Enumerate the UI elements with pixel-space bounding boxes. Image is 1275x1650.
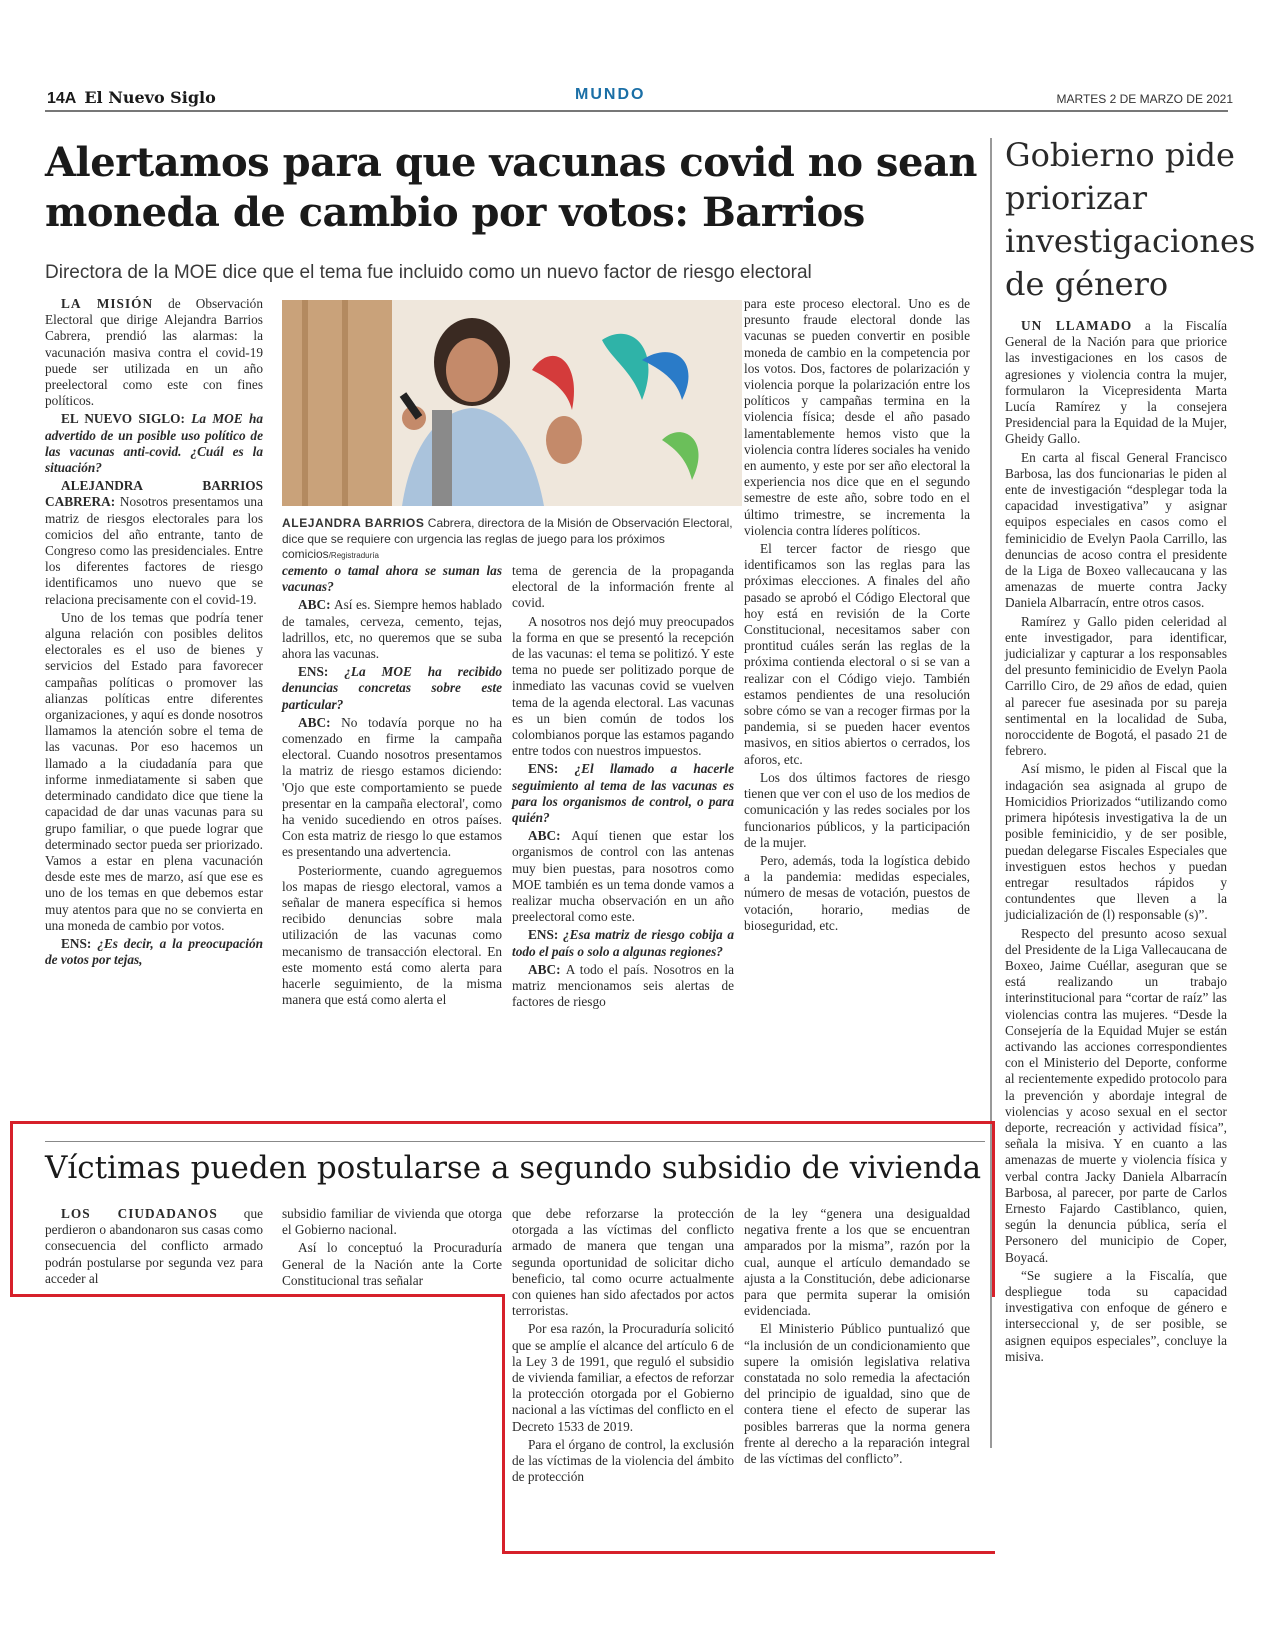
highlight-box-edge — [502, 1294, 505, 1554]
highlight-box-edge — [502, 1551, 995, 1554]
paragraph: tema de gerencia de la propaganda electoral de la información frente al covid. — [512, 563, 734, 611]
photo-caption: ALEJANDRA BARRIOS Cabrera, directora de la Misión de Observación Electoral, dice que se requiere con urgencia las reglas de juego para los próximos comicios/Registraduría — [282, 516, 733, 561]
lead-paragraph: UN LLAMADO a la Fiscalía General de la Nación para que priorice las investigaciones en los casos de agresiones y violencia contra la mujer, formularon la Vicepresidenta Marta Lucía Ramírez y la consejera Presidencial para la Equidad de la Mujer, Gheidy Gallo. — [1005, 318, 1227, 447]
lead-paragraph: LA MISIÓN de Observación Electoral que dirige Alejandra Barrios Cabrera, prendió las alarmas: la vacunación masiva contra el covid-19 puede ser utilizada en un año preelectoral como este con fines políticos. — [45, 296, 263, 409]
paragraph: El Ministerio Público puntualizó que “la inclusión de un condicionamiento que supere la omisión legislativa relativa constatada no solo remedia la afectación del principio de igualdad, sino que de contera tiene el efecto de superar las posibles barreras que la norma genera frente al derecho a la reparación integral de las víctimas del conflicto”. — [744, 1321, 970, 1467]
newspaper-name: El Nuevo Siglo — [84, 88, 216, 107]
paragraph: A nosotros nos dejó muy preocupados la forma en que se presentó la recepción de las vacunas: el tema se politizó. Y este tema no puede ser politizado porque de inmediato las vacunas covid se vuelven tema de la agenda electoral. Las vacunas es un bien común de todos los colombianos porque las estamos pagando entre todos con nuestros impuestos. — [512, 613, 734, 759]
page-number: 14A — [47, 90, 77, 107]
answer: ABC: A todo el país. Nosotros en la matriz mencionamos seis alertas de factores de riesgo — [512, 961, 734, 1010]
main-headline: Alertamos para que vacunas covid no sean moneda de cambio por votos: Barrios — [45, 139, 977, 236]
lead-paragraph: LOS CIUDADANOS que perdieron o abandonaron sus casas como consecuencia del conflicto armado podrán postularse por segunda vez para acceder al — [45, 1206, 263, 1286]
answer: ABC: No todavía porque no ha comenzado en firme la campaña electoral. Cuando nosotros presentamos la matriz de riesgo estamos diciendo: 'Ojo que este comportamiento se puede presentar en la campaña electoral', como ha venido sucediendo en otros países. Con esta matriz de riesgo lo que estamos es presentando una advertencia. — [282, 714, 502, 860]
paragraph: Los dos últimos factores de riesgo tienen que ver con el uso de los medios de comunicación y las redes sociales por los funcionarios públicos, y la participación de la mujer. — [744, 769, 970, 850]
article-photo — [282, 300, 742, 506]
bottom-column-2 — [282, 1206, 502, 1291]
main-column-4 — [744, 296, 970, 936]
main-column-1 — [45, 296, 263, 970]
paragraph: subsidio familiar de vivienda que otorga el Gobierno nacional. — [282, 1206, 502, 1238]
answer: ABC: Aquí tienen que estar los organismos de control con las antenas muy bien puestas, para nosotros como MOE también es un tema donde vamos a realizar mucha observación en un año preelectoral como este. — [512, 828, 734, 925]
paragraph: que debe reforzarse la protección otorgada a las víctimas del conflicto armado de manera que tengan una segunda oportunidad de solicitar dicho beneficio, tal como ocurre actualmente con quienes han sido afectados por actos terroristas. — [512, 1206, 734, 1319]
photo-credit: /Registraduría — [328, 551, 379, 560]
paragraph: Posteriormente, cuando agreguemos los mapas de riesgo electoral, vamos a señalar de manera específica si hemos recibido denuncias sobre mala utilización de las vacunas como mecanismo de transacción electoral. En este momento está como alerta para hacerle seguimiento, de la misma manera que está como alerta el — [282, 862, 502, 1008]
paragraph: Para el órgano de control, la exclusión de las víctimas de la violencia del ámbito de protección — [512, 1436, 734, 1485]
main-column-3 — [512, 563, 734, 1012]
top-rule — [45, 110, 1228, 112]
section-rule — [45, 1141, 985, 1142]
bottom-headline: Víctimas pueden postularse a segundo subsidio de vivienda — [45, 1150, 982, 1186]
question-continued: cemento o tamal ahora se suman las vacunas? — [282, 563, 502, 595]
paragraph: El tercer factor de riesgo que identificamos son las reglas para las próximas elecciones. A finales del año pasado se aprobó el Código Electoral que hoy está en revisión de la Corte Constitucional, necesitamos saber con prontitud cuáles serán las reglas de la próxima contienda electoral o si se van a realizar con el Código viejo. También estamos pendientes de una resolución sobre cómo se van a recoger firmas por la pandemia, si se pueden hacer eventos masivos, en sitios abiertos o cerrados, los aforos, etc. — [744, 541, 970, 767]
question: ENS: ¿La MOE ha recibido denuncias concretas sobre este particular? — [282, 664, 502, 712]
section-label: MUNDO — [575, 86, 646, 103]
paragraph: Así mismo, le piden al Fiscal que la indagación sea asignada al grupo de Homicidios Priorizados “utilizando como primera hipótesis investigativa la de un posible feminicidio, y de ser posible, puedan delegarse Fiscales Especiales que investiguen estos hechos y puedan entregar resultados rápidos y contundentes que lleven a la judicialización de (l) responsable (s)”. — [1005, 761, 1227, 923]
bottom-column-4 — [744, 1206, 970, 1469]
question: ENS: ¿Es decir, a la preocupación de votos por tejas, — [45, 935, 264, 968]
question: EL NUEVO SIGLO: La MOE ha advertido de un posible uso político de las vacunas anti-covid. ¿Cuál es la situación? — [45, 411, 263, 476]
paragraph: Por esa razón, la Procuraduría solicitó que se amplíe el alcance del artículo 6 de la Ley 3 de 1991, que reguló el subsidio de vivienda familiar, a efectos de reforzar la protección otorgada por el Gobierno nacional a las víctimas del conflicto en el Decreto 1533 de 2019. — [512, 1321, 734, 1434]
paragraph: para este proceso electoral. Uno es de presunto fraude electoral donde las vacunas se pueden convertir en posible moneda de cambio en la competencia por los votos. Dos, factores de polarización y violencia porque la polarización entre los políticos y campañas termina en la violencia física; desde el año pasado lamentablemente hemos visto que la violencia contra líderes sociales ha venido en aumento, y este por ser año electoral la experiencia nos dice que en el segundo semestre de este año, sobre todo en el último trimestre, se incrementa la violencia contra líderes políticos. — [744, 296, 970, 538]
answer: ALEJANDRA BARRIOS CABRERA: Nosotros presentamos una matriz de riesgos electorales para los comicios del año entrante, tanto de Congreso como las presidenciales. Entre los diferentes factores de riesgo identificamos uno nuevo que se relaciona precisamente con el covid-19. — [45, 478, 263, 607]
paragraph: de la ley “genera una desigualdad negativa frente a los que se encuentran amparados por la misma”, razón por la cual, aunque el artículo demandado se ajusta a la Constitución, debe adicionarse para que permita superar la omisión evidenciada. — [744, 1206, 970, 1319]
paragraph: En carta al fiscal General Francisco Barbosa, las dos funcionarias le piden al ente de investigación “desplegar toda la capacidad investigativa” y asignar equipos especiales en casos como el feminicidio de Evelyn Paola Carrillo, las denuncias de acoso contra el presidente de la Liga de Boxeo vallecaucana y las amenazas de muerte contra Jacky Daniela Albarracín, entre otros casos. — [1005, 449, 1227, 611]
paragraph: Uno de los temas que podría tener alguna relación con posibles delitos electorales es el uso de bienes y servicios del Estado para favorecer campañas políticas o promover las alianzas políticas entre diferentes organizaciones, y aquí es donde nosotros llamamos la atención sobre el tema de las vacunas. Por eso hacemos un llamado a la ciudadanía para que informe inmediatamente si saben que determinado candidato dice que tiene la capacidad de dar unas vacunas para su grupo familiar, o que puede lograr que determinado sector pueda ser priorizado. Vamos a estar en plena vacunación desde este mes de marzo, así que ese es uno de los temas en que debemos estar muy atentos para que no se convierta en una moneda de cambio por votos. — [45, 609, 263, 933]
side-column — [1005, 318, 1227, 1367]
paragraph: Así lo conceptuó la Procuraduría General de la Nación ante la Corte Constitucional tras señalar — [282, 1240, 502, 1288]
main-column-2 — [282, 563, 502, 1010]
answer: ABC: Así es. Siempre hemos hablado de tamales, cerveza, cemento, tejas, ladrillos, etc, no queremos que se suba ahora las vacunas. — [282, 597, 503, 662]
paragraph: “Se sugiere a la Fiscalía, que despliegue toda su capacidad investigativa con enfoque de género e interseccional y, de ser posible, se asignen equipos especiales”, concluye la misiva. — [1005, 1267, 1227, 1364]
question: ENS: ¿El llamado a hacerle seguimiento al tema de las vacunas es para los organismos de control, o para quién? — [512, 761, 735, 826]
issue-date: MARTES 2 DE MARZO DE 2021 — [1056, 92, 1233, 106]
bottom-column-3 — [512, 1206, 734, 1487]
side-headline: Gobierno pide priorizar investigaciones de género — [1005, 136, 1256, 303]
question: ENS: ¿Esa matriz de riesgo cobija a todo el país o solo a algunas regiones? — [512, 927, 734, 959]
highlight-box-edge — [10, 1294, 505, 1297]
paragraph: Ramírez y Gallo piden celeridad al ente investigador, para identificar, judicializar y capturar a los responsables del presunto feminicidio de Evelyn Paola Carrillo Ciro, de 29 años de edad, quien al parecer fue asesinada por su pareja sentimental en la localidad de Suba, noroccidente de Bogotá, el pasado 21 de febrero. — [1005, 613, 1227, 759]
main-subhead: Directora de la MOE dice que el tema fue incluido como un nuevo factor de riesgo electoral — [45, 262, 812, 283]
masthead-left — [47, 88, 216, 108]
paragraph: Respecto del presunto acoso sexual del Presidente de la Liga Vallecaucana de Boxeo, Jaime Cuéllar, aseguran que se está realizando un trabajo interinstitucional para “cortar de raíz” las violencias contra las mujeres. “Desde la Consejería de la Equidad Mujer se están activando las acciones correspondientes con el Ministerio del Deporte, conforme al recientemente expedido protocolo para la prevención y abordaje integral de violencias y acoso sexual en el sector deporte, recreación y actividad física”, señala la misiva. Y en cuanto a las amenazas de muerte y violencia física y verbal contra Jacky Daniela Albarracín Barbosa, al parecer, por parte de Carlos Ernesto Fajardo Castiblanco, quien, según la denuncia pública, sería el Personero del municipio de Coper, Boyacá. — [1005, 925, 1227, 1265]
bottom-column-1 — [45, 1206, 263, 1289]
paragraph: Pero, además, toda la logística debido a la pandemia: medidas especiales, número de mesas de votación, puestos de votación, horario, medias de bioseguridad, etc. — [744, 852, 970, 933]
photo-illustration — [282, 300, 742, 506]
